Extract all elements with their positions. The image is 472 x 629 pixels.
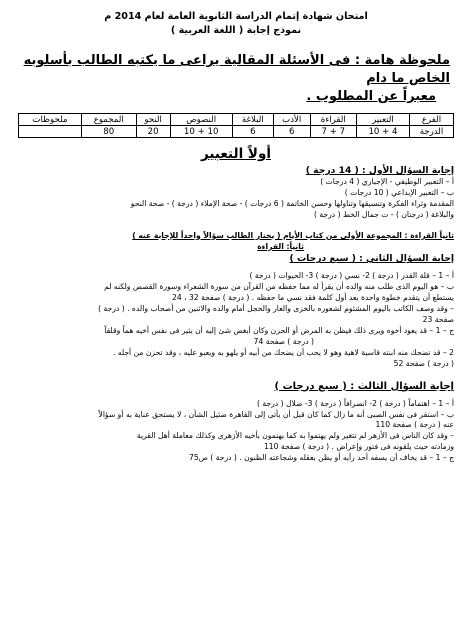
table-cell: 10 + 10: [170, 126, 232, 138]
q1-line: والبلاغة ( درجتان ) - ت جمال الخط ( درجة ): [313, 209, 454, 219]
section-expression: [18, 164, 454, 221]
q1-title: إجابة السؤال الأول : ( 14 درجة ): [305, 165, 454, 176]
reading-subtitle: ثانياً: القراءة: [257, 241, 304, 251]
q3-line: عنه ( درجة ) صفحة 110: [375, 420, 454, 430]
table-cell: 4 + 10: [356, 126, 409, 138]
table-header-cell: النحو: [136, 114, 170, 126]
marks-value-row: [19, 126, 454, 138]
exam-title: امتحان شهادة إتمام الدراسة الثانوية العامة لعام 2014 م: [104, 11, 368, 22]
q2-line: – وقد وصف الكاتب باليوم المشئوم لشعوره بالخزى والعار والخجل أمام والده والاثنين من أصحاب والده . ( درجة ): [98, 304, 454, 314]
table-header-cell: ملحوظات: [19, 114, 82, 126]
q2-line: ( درجة ) صفحة 74: [253, 336, 314, 346]
q2-line: صفحة 23: [422, 315, 454, 325]
table-header-cell: الفرع: [410, 114, 454, 126]
q2-line: ج – 1 – قد يعود أخوه ويرى ذلك فيظن به المرض أو الحزن وكان أبغض شئ إليه أن يثير فى نفس أخيه هماً وقلقاً: [104, 325, 454, 335]
note-line-1: ملحوظة هامة : فى الأسئلة المقالية يراعى ما يكتبه الطالب بأسلوبه الخاص ما دام: [23, 53, 450, 86]
marks-distribution-table: [18, 113, 454, 138]
reading-section-title: ثانياً القراءة : المجموعة الأولى من كتاب الأيام ( يختار الطالب سؤالاً واحداً للإجابة عنه ): [132, 230, 454, 240]
q3-line: ب – استقر فى نفس الصبى أنه ما زال كما كان قبل أن يأتى إلى القاهرة ضئيل الشأن ، لا يستحق عناية به أو سؤالاً: [98, 409, 454, 419]
q3-line: – وقد كان الناس فى الأزهر لم تتغير ولم يهتموا به كما يهتمون بأخيه الأزهرى وكذلك معاملة أهل القرية: [136, 431, 454, 441]
document-header: [18, 10, 454, 38]
table-row-label: الدرجة: [410, 126, 454, 138]
marks-header-row: [19, 114, 454, 126]
q1-line: أ – التعبير الوظيفي - الإجباري ( 4 درجات ): [320, 177, 454, 186]
table-cell: 6: [232, 126, 273, 138]
table-cell: 6: [273, 126, 310, 138]
q2-line: أ – 1 – قلة القدر ( درجة ) 2- نسي ( درجة ) 3- الحيوات ( درجة ): [249, 271, 454, 281]
table-header-cell: النصوص: [170, 114, 232, 126]
q3-title: إجابة السؤال الثالث : ( سبع درجات ): [274, 380, 454, 392]
q1-line: ب – التعبير الإبداعي ( 10 درجات ): [344, 187, 454, 197]
section-title-expression: أولاً التعبير: [200, 146, 272, 162]
table-header-cell: التعبير: [356, 114, 409, 126]
section-q3: [18, 380, 454, 464]
q2-line: ب – هو اليوم الذى طلب منه والده أن يقرأ له مما حفظه من القرآن من سورة الشعراء وسورة القصص ولكنه لم: [104, 282, 454, 292]
table-cell: 20: [136, 126, 170, 138]
q3-line: وزمادته حيث يلقونه فى فتور وإعراض . ( درجة ) صفحة 110: [263, 442, 454, 452]
q2-title: إجابة السؤال الثاني : ( سبع درجات ): [289, 253, 454, 265]
table-cell: 80: [81, 126, 136, 138]
table-header-cell: المجموع: [81, 114, 136, 126]
table-cell: [19, 126, 82, 138]
table-header-cell: البلاغة: [232, 114, 273, 126]
q2-line: يستطع أن يتقدم خطوة واحدة بعد أول كلمة فقد نسي ما حفظه . ( درجة ) صفحة 32 ، 24: [172, 293, 454, 303]
q2-line: ( درجة ) صفحة 52: [393, 358, 454, 368]
important-note: [18, 52, 450, 106]
q1-line: المقدمة وثراء الفكرة وتنسيقها وتناولها وحسن الخاتمة ( 6 درجات ) - صحة الإملاء ( درجة ) - صحة النحو: [130, 198, 454, 208]
exam-subtitle: نموذج إجابة ( اللغة العربية ): [170, 25, 302, 36]
q3-line: أ – 1 – اهتماماً ( درجة ) 2- انصرافاً ( درجة ) 3- ضلال ( درجة ): [256, 398, 454, 408]
table-header-cell: القراءة: [310, 114, 356, 126]
section-reading: [18, 231, 454, 370]
note-line-2: معبراً عن المطلوب .: [306, 89, 436, 104]
table-cell: 7 + 7: [310, 126, 356, 138]
q2-line: 2 – قد تضحك منه ابنته قاسية لاهية وهو لا يحب أن يضحك من أبيه أو يلهو به ويعبو عليه ، وقد تحزن من أجله .: [112, 347, 454, 357]
q3-line: ج – 1 – قد يخاف أن يسفه أحد رأيه أو يظن بعقله وشجاعته الظنون . ( درجة ) ص75: [189, 453, 454, 463]
table-header-cell: الأدب: [273, 114, 310, 126]
